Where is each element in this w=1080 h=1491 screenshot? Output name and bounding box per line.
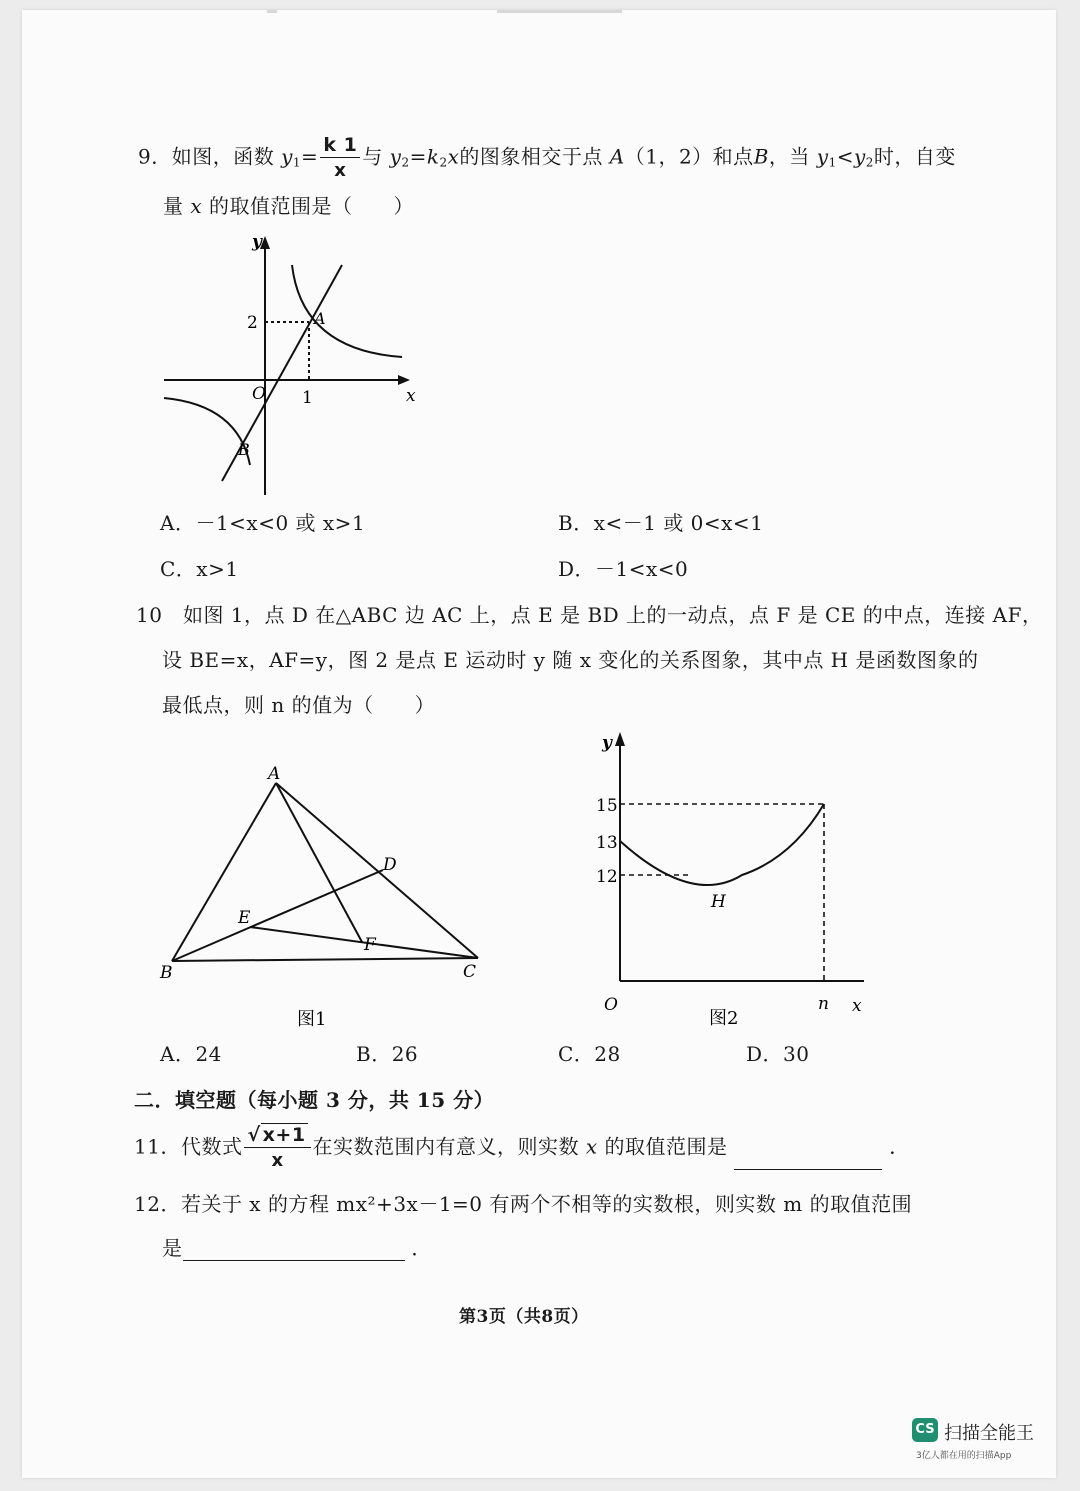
q10-stem-line1: 10 如图 1，点 D 在△ABC 边 AC 上，点 E 是 BD 上的一动点，点 F 是 CE 的中点，连接 AF，: [136, 603, 1043, 627]
fig1-point-f: F: [364, 935, 376, 955]
fraction-sqrt-x-plus-1-over-x: $\frac{√ x+1}{x}$: [244, 1126, 310, 1170]
q10-stem-line2: 设 BE=x，AF=y，图 2 是点 E 运动时 y 随 x 变化的关系图象，其中点 H 是函数图象的: [162, 648, 979, 672]
exam-page: [22, 10, 1056, 1478]
q9-option-c: C．x>1: [160, 557, 239, 581]
scanner-logo-icon: CS: [912, 1418, 938, 1442]
graph-tick-y-2: 2: [247, 313, 258, 333]
fig2-tick-15: 15: [596, 796, 618, 816]
q9-function-graph: [152, 225, 432, 510]
graph-x-label: x: [406, 386, 416, 406]
graph-origin: O: [252, 384, 266, 404]
q12-stem-line1: 12．若关于 x 的方程 mx²+3x－1=0 有两个不相等的实数根，则实数 m 的取值范围: [134, 1192, 913, 1216]
q10-option-c: C．28: [558, 1042, 621, 1066]
scanner-tagline: 3亿人都在用的扫描App: [916, 1451, 1012, 1461]
scan-mark: [497, 10, 622, 13]
fig2-point-h: H: [711, 892, 726, 912]
fig1-point-e: E: [238, 908, 251, 928]
graph-point-a: A: [314, 309, 326, 328]
fraction-k1-over-x: $\frac{k 1}{x}$: [320, 136, 360, 180]
fig1-point-c: C: [463, 962, 477, 982]
graph-tick-x-1: 1: [302, 388, 313, 408]
q9-stem-line2: 量 x 的取值范围是（ ）: [163, 194, 414, 218]
q9-option-b: B．x<－1 或 0<x<1: [558, 511, 764, 535]
graph-y-label: y: [252, 232, 262, 252]
q12-answer-blank[interactable]: [183, 1240, 405, 1261]
fig2-y-label: y: [602, 733, 612, 753]
fig2-tick-12: 12: [596, 867, 618, 887]
q11-answer-blank[interactable]: [734, 1149, 882, 1170]
page-number: 第3页（共8页）: [459, 1307, 589, 1327]
fig1-caption: 图1: [297, 1009, 327, 1030]
fig1-point-a: A: [268, 764, 281, 784]
section2-title: 二．填空题（每小题 3 分，共 15 分）: [134, 1088, 495, 1112]
q10-option-b: B．26: [356, 1042, 419, 1066]
fig1-point-b: B: [160, 963, 173, 983]
q9-option-a: A．－1<x<0 或 x>1: [160, 511, 366, 535]
graph-point-b: B: [238, 440, 250, 459]
q12-stem-line2: 是 ．: [162, 1236, 432, 1260]
q10-option-d: D．30: [746, 1042, 810, 1066]
scan-mark: [267, 10, 277, 13]
q10-figure2-graph: [582, 718, 882, 1033]
q10-stem-line3: 最低点，则 n 的值为（ ）: [162, 693, 436, 717]
q9-stem-line1: 9．如图，函数 $y_1=$ $\frac{k 1}{x}$ 与 $y_2=k_2x$的图象相交于点 A（1，2）和点B，当 $y_1<y_2$时，自变: [138, 134, 956, 181]
fig1-point-d: D: [383, 855, 397, 875]
q10-option-a: A．24: [160, 1042, 222, 1066]
q10-figure1-triangle: [152, 758, 492, 1038]
fig2-tick-n: n: [818, 994, 829, 1014]
q9-option-d: D．－1<x<0: [558, 557, 689, 581]
fig2-tick-13: 13: [596, 833, 618, 853]
fig2-x-label: x: [852, 996, 862, 1016]
scanner-app-name: 扫描全能王: [944, 1423, 1034, 1444]
fig2-caption: 图2: [709, 1008, 739, 1029]
q11-stem: 11．代数式 $\frac{√ x+1}{x}$ 在实数范围内有意义，则实数 x 的取值范围是 ．: [134, 1124, 910, 1171]
fig2-origin: O: [604, 995, 618, 1015]
